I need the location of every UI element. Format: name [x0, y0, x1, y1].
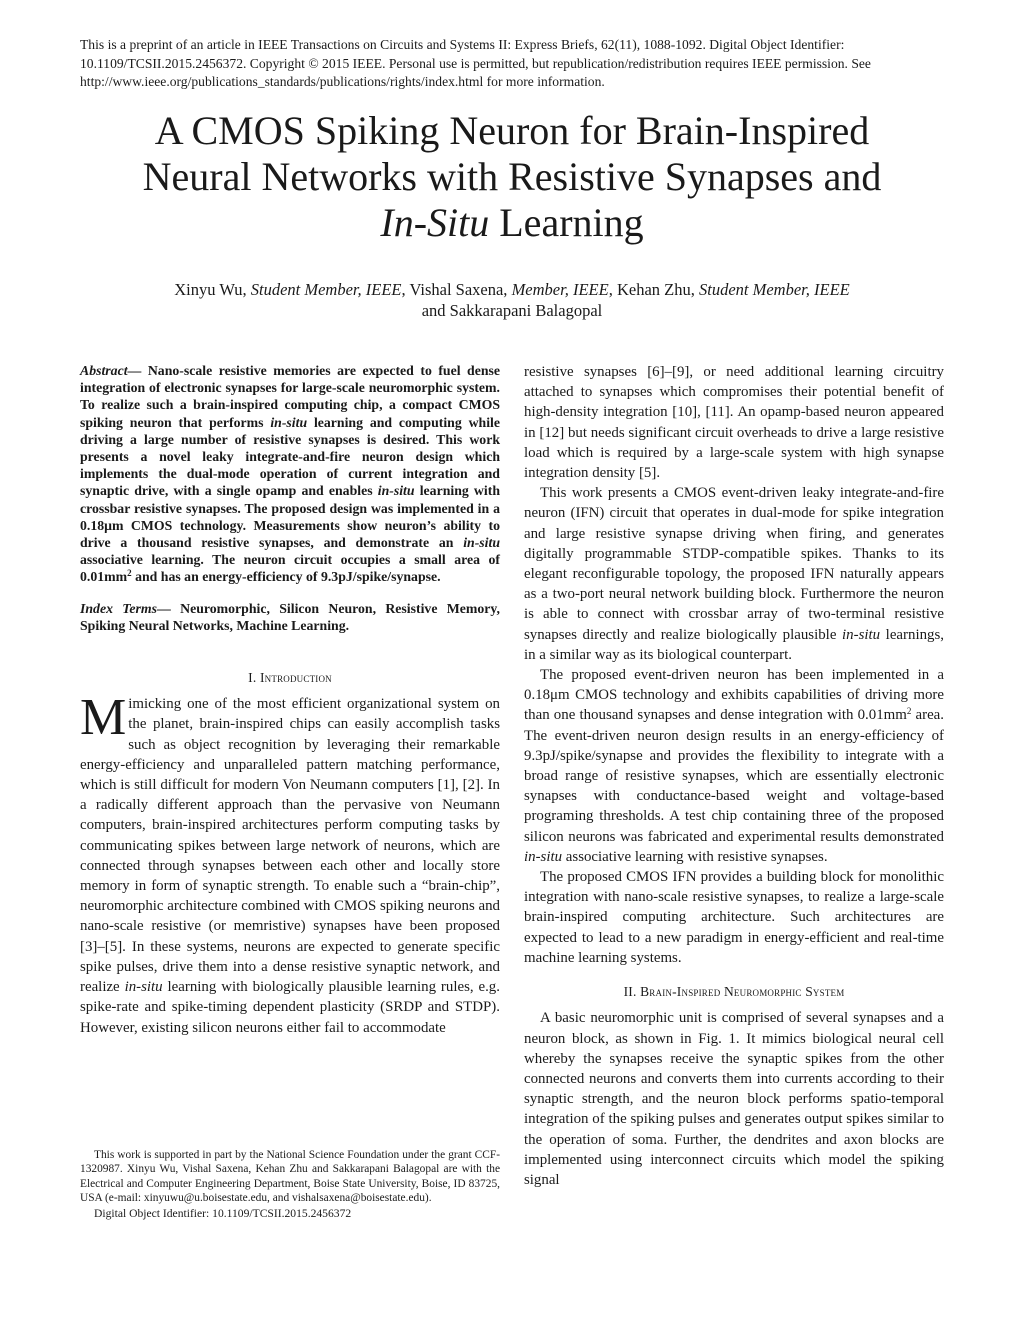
intro-p2-text-1: This work presents a CMOS event-driven leaky integrate-and-fire neuron (IFN) circuit that operates in dual-mode for spike integration and large resistive synapse driving when firing, and generates digitally programmable STDP-compatible spikes. Thanks to its elegant reconfigurable topology, the proposed IFN naturally appears as a two-port neural network building block. Furthermore the neuron is able to connect with crossbar array of two-terminal resistive synapses directly and realize biologically plausible — [524, 485, 944, 643]
abstract-superscript: 2 — [127, 568, 132, 579]
abstract-text-2: learning and computing while driving a large number of resistive synapses is desired. This work presents a novel leaky integrate-and-fire neuron design which implements the dual-mode operation of current integration and synaptic drive, with a single opamp and enables — [80, 414, 500, 499]
title-line-3-italic: In-Situ — [380, 200, 490, 245]
abstract-italic-3: in-situ — [463, 535, 500, 551]
footnote-doi: Digital Object Identifier: 10.1109/TCSII.2015.2456372 — [94, 1207, 352, 1221]
abstract-lead: Abstract — [80, 363, 128, 378]
paper-title — [60, 108, 964, 246]
intro-p3-text-3: associative learning with resistive synapses. — [562, 848, 828, 865]
title-line-2: Neural Networks with Resistive Synapses and — [142, 154, 882, 199]
abstract-dash: — — [127, 363, 148, 378]
section-2-paragraph-1: A basic neuromorphic unit is comprised of several synapses and a neuron block, as shown in Fig. 1. It mimics biological neural cell whereby the synapses receive the synaptic spikes from the other connected neurons and converts them into currents according to their synaptic strength, and the neuron block performs spatio-temporal integration of the spiking pulses and generates output spikes similar to the operation of soma. Further, the dendrites and axon blocks are implemented using interconnect circuits which model the spiking signal — [524, 1010, 944, 1188]
author-list — [60, 279, 964, 321]
abstract-text-4: associative learning. The neuron circuit occupies a small area of 0.01mm — [80, 552, 500, 585]
intro-p1-text-2: learning with biologically plausible learning rules, e.g. spike-rate and spike-timing dependent plasticity (SRDP and STDP). However, existing silicon neurons either fail to accommodate — [80, 979, 500, 1036]
author-3-role: Student Member, IEEE — [698, 280, 850, 299]
intro-paragraph-4: The proposed CMOS IFN provides a building block for monolithic integration with nano-scale resistive synapses, to realize a large-scale brain-inspired computing architecture. Such architectures are expected to lead to a new paradigm in energy-efficient and real-time machine learning systems. — [524, 869, 944, 966]
copyright-notice: This is a preprint of an article in IEEE Transactions on Circuits and Systems II: Express Briefs, 62(11), 1088-1092. Digital Object Identifier: 10.1109/TCSII.2015.2456372. Copyright © 2015 IEEE. Personal use is permitted, but republication/redistribution requires IEEE permission. See http://www.ieee.org/publications_standards/publications/rights/index.html for more information. — [80, 37, 871, 89]
author-1-name: Xinyu Wu, — [174, 280, 251, 299]
left-column — [80, 362, 500, 1038]
intro-paragraph-2 — [524, 483, 944, 665]
intro-paragraph-3 — [524, 665, 944, 867]
author-2-role: Member, IEEE — [511, 280, 609, 299]
section-1-heading: I. Introduction — [248, 670, 332, 686]
intro-paragraph-1 — [80, 689, 500, 1037]
footnote-text: This work is supported in part by the National Science Foundation under the grant CCF-1320987. Xinyu Wu, Vishal Saxena, Kehan Zhu and Sakkarapani Balagopal are with the Electrical and Computer Engineering Department, Boise State University, Boise, ID 83725, USA (e-mail: xinyuwu@u.boisestate.edu, and vishalsaxena@boisestate.edu). — [80, 1149, 500, 1204]
intro-p1-italic: in-situ — [124, 979, 163, 996]
abstract-italic-2: in-situ — [377, 483, 415, 499]
author-1-role: Student Member, IEEE — [250, 280, 402, 299]
right-column — [524, 362, 944, 1190]
abstract-text-1: Nano-scale resistive memories are expected to fuel dense integration of electronic synapses for large-scale neuromorphic system. To realize such a brain-inspired computing chip, a compact CMOS spiking neuron that performs — [80, 363, 500, 430]
intro-p2-italic: in-situ — [842, 626, 881, 643]
intro-paragraph-1-continued: resistive synapses [6]–[9], or need additional learning circuitry attached to synapses which compromises their potential benefit of high-density integration [10], [11]. An opamp-based neuron appeared in [12] but needs significant circuit overheads to drive a large resistive load which is required by a large-scale system with high synapse integration density [5]. — [524, 364, 944, 482]
index-terms — [80, 600, 500, 634]
author-2-name: , Vishal Saxena, — [401, 280, 512, 299]
title-line-3-rest: Learning — [489, 200, 644, 245]
intro-p3-italic: in-situ — [524, 848, 563, 865]
intro-p2-text-2: learnings, in a similar way as its biological counterpart. — [524, 626, 944, 663]
abstract-text-5: and has an energy-efficiency of 9.3pJ/spike/synapse. — [131, 569, 441, 585]
abstract-italic-1: in-situ — [270, 414, 308, 430]
abstract-text-3: learning with crossbar resistive synapses. The proposed design was implemented in a 0.18μm CMOS technology. Measurements show neuron’s ability to drive a thousand resistive synapses, and demonstrate an — [80, 483, 500, 551]
footnote — [80, 1148, 500, 1221]
intro-p3-superscript: 2 — [906, 706, 912, 717]
author-line-2: and Sakkarapani Balagopal — [421, 301, 603, 320]
intro-p1-text-1: imicking one of the most efficient organizational system on the planet, brain-inspired chips can easily accomplish tasks such as object recognition by leveraging their remarkable energy-efficiency and unparalleled pattern matching performance, which is still difficult for modern Von Neumann computers [1], [2]. In a radically different approach than the pervasive von Neumann computers, brain-inspired architectures perform computing tasks by communicating spikes between large network of neurons, which are connected through synapses between each other and locally store memory in form of synaptic strength. To enable such a “brain-chip”, neuromorphic architecture combined with CMOS spiking neurons and nano-scale resistive (or memristive) synapses have been proposed [3]–[5]. In these systems, neurons are expected to generate specific spike pulses, drive them into a dense resistive synaptic network, and realize — [80, 696, 500, 996]
drop-cap: M — [80, 689, 127, 747]
index-terms-text: — Neuromorphic, Silicon Neuron, Resistive Memory, Spiking Neural Networks, Machine Learning. — [80, 600, 500, 633]
abstract — [80, 362, 500, 586]
author-3-name: , Kehan Zhu, — [608, 280, 699, 299]
intro-p3-text-1: The proposed event-driven neuron has been implemented in a 0.18μm CMOS technology and exhibits capabilities of driving more than one thousand synapses and dense integration with 0.01mm — [524, 667, 944, 724]
section-2-heading: II. Brain-Inspired Neuromorphic System — [623, 984, 845, 1000]
intro-p3-text-2: area. The event-driven neuron design results in an energy-efficiency of 9.3pJ/spike/synapse and provides the flexibility to integrate with a broad range of resistive synapses, which are essentially electronic synapses with conductance-based weight and voltage-based programing thresholds. A test chip containing three of the proposed silicon neurons was fabricated and experimental results demonstrated — [524, 707, 945, 845]
index-terms-lead: Index Terms — [80, 600, 158, 616]
title-line-1: A CMOS Spiking Neuron for Brain-Inspired — [154, 108, 870, 153]
